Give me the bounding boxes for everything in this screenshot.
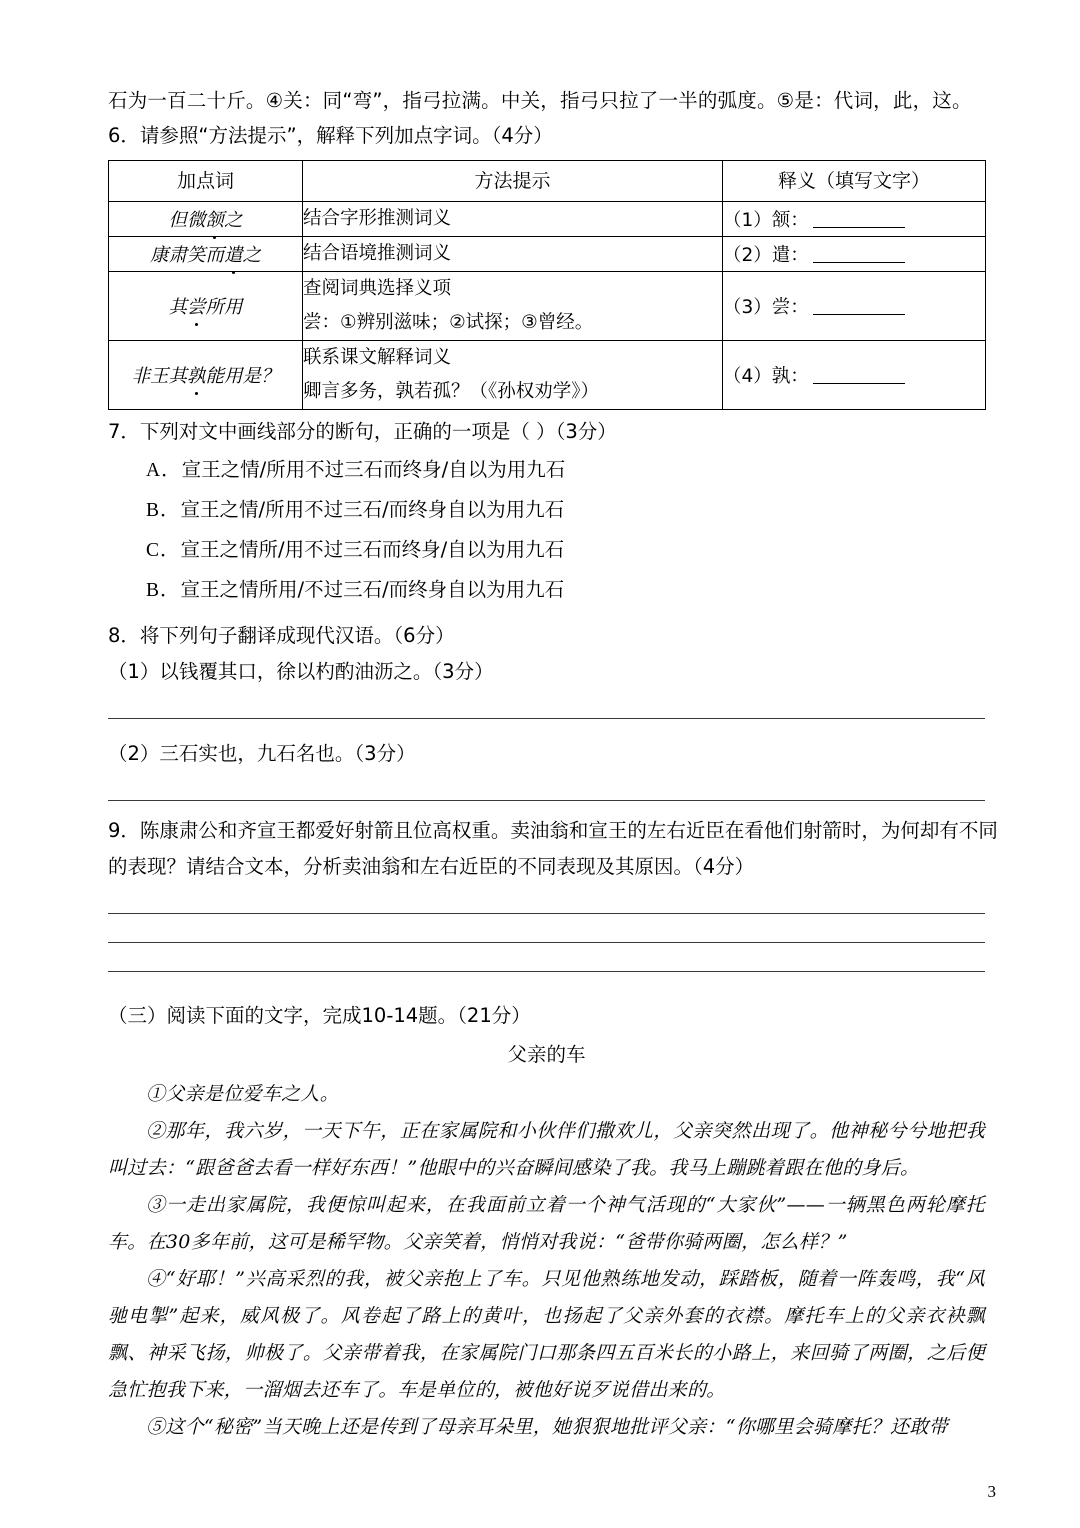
spacer — [108, 914, 985, 942]
table-row — [109, 202, 986, 237]
table-cell-word — [109, 272, 303, 341]
word-pre: 康肃笑而 — [149, 245, 224, 266]
answer-blank[interactable] — [813, 366, 905, 384]
question-8-item-1: （1）以钱覆其口，徐以杓酌油沥之。（3分） — [108, 660, 494, 683]
answer-rule[interactable] — [108, 971, 985, 972]
table-cell-word — [109, 202, 303, 237]
passage-paragraph-2: ②那年，我六岁，一天下午，正在家属院和小伙伴们撒欢儿，父亲突然出现了。他神秘兮兮地把我叫过去：“跟爸爸去看一样好东西！”他眼中的兴奋瞬间感染了我。我马上蹦跳着跟在他的身后。 — [108, 1120, 985, 1179]
word-post: 所用 — [205, 297, 243, 318]
table-cell-answer — [723, 202, 986, 237]
question-7-prompt: 7．下列对文中画线部分的断句，正确的一项是（ ）（3分） — [108, 420, 617, 443]
word-dotted-char: 遣 — [224, 241, 243, 267]
table-cell-word — [109, 341, 303, 410]
table-cell-word — [109, 237, 303, 272]
table-header-row — [109, 161, 986, 202]
table-cell-answer — [723, 272, 986, 341]
reading-section-heading: （三）阅读下面的文字，完成10-14题。（21分） — [108, 1004, 531, 1027]
table-header-meaning: 释义（填写文字） — [723, 161, 986, 202]
word-dotted-char: 颔 — [205, 206, 224, 232]
spacer — [108, 885, 985, 913]
question-9-prompt-line-1: 9．陈康肃公和齐宣王都爱好射箭且位高权重。卖油翁和宣王的左右近臣在看他们射箭时，为何却有不同 — [108, 819, 998, 842]
option-text: 宣王之情/所用不过三石/而终身自以为用九石 — [180, 498, 565, 521]
table-cell-answer — [723, 237, 986, 272]
table-cell-answer — [723, 341, 986, 410]
word-pre: 但微 — [168, 210, 206, 231]
option-label: A． — [146, 460, 182, 481]
hint-line-1: 联系课文解释词义 — [303, 347, 452, 368]
option-text: 宣王之情所用/不过三石/而终身自以为用九石 — [180, 578, 565, 601]
table-cell-hint — [303, 237, 723, 272]
word-pre: 非王其 — [131, 366, 187, 387]
hint-line-1: 结合字形推测词义 — [303, 208, 452, 229]
table-header-hint: 方法提示 — [303, 161, 723, 202]
question-7-option-a[interactable] — [108, 450, 985, 490]
passage-title: 父亲的车 — [507, 1043, 586, 1066]
answer-rule[interactable] — [108, 800, 985, 801]
answer-blank[interactable] — [813, 245, 905, 263]
question-6-prompt: 6．请参照“方法提示”，解释下列加点字词。（4分） — [108, 124, 553, 147]
note-continuation-line: 石为一百二十斤。④关：同“弯”，指弓拉满。中关，指弓只拉了一半的弧度。⑤是：代词，此，这。 — [108, 89, 972, 112]
option-label: B． — [146, 580, 181, 601]
passage-paragraph-4: ④“好耶！”兴高采烈的我，被父亲抱上了车。只见他熟练地发动，踩踏板，随着一阵轰鸣，我“风驰电掣”起来，威风极了。风卷起了路上的黄叶，也扬起了父亲外套的衣襟。摩托车上的父亲衣袂飘飘、神采飞扬，帅极了。父亲带着我，在家属院门口那条四五百米长的小路上，来回骑了两圈，之后便急忙抱我下来，一溜烟去还车了。车是单位的，被他好说歹说借出来的。 — [108, 1268, 985, 1401]
spacer — [108, 719, 985, 736]
word-post: 能用是？ — [205, 366, 280, 387]
answer-label: （2）遣： — [723, 245, 809, 266]
word-dotted-char: 尝 — [187, 293, 206, 319]
hint-line-1: 查阅词典选择义项 — [303, 278, 452, 299]
page-number: 3 — [987, 1482, 996, 1501]
answer-label: （4）孰： — [723, 366, 809, 387]
table-header-word: 加点词 — [109, 161, 303, 202]
answer-label: （1）颔： — [723, 210, 809, 231]
table-row — [109, 272, 986, 341]
question-8-item-2: （2）三石实也，九石名也。（3分） — [108, 742, 416, 765]
option-label: C． — [146, 540, 181, 561]
table-cell-hint — [303, 341, 723, 410]
passage-paragraph-3: ③一走出家属院，我便惊叫起来，在我面前立着一个神气活现的“大家伙”——一辆黑色两轮摩托车。在30多年前，这可是稀罕物。父亲笑着，悄悄对我说：“爸带你骑两圈，怎么样？” — [108, 1194, 985, 1253]
question-8-prompt: 8．将下列句子翻译成现代汉语。（6分） — [108, 624, 455, 647]
word-dotted-char: 孰 — [187, 362, 206, 388]
answer-label: （3）尝： — [723, 297, 809, 318]
question-7-option-d[interactable] — [108, 570, 985, 610]
table-row — [109, 237, 986, 272]
method-hint-table — [108, 160, 986, 410]
word-post: 之 — [242, 245, 262, 266]
question-7-option-b[interactable] — [108, 490, 985, 530]
passage-paragraph-5: ⑤这个“秘密”当天晚上还是传到了母亲耳朵里，她狠狠地批评父亲：“你哪里会骑摩托？还敢带 — [146, 1416, 949, 1438]
hint-line-2: 尝：①辨别滋味；②试探；③曾经。 — [303, 312, 594, 333]
spacer — [108, 772, 985, 800]
table-cell-hint — [303, 202, 723, 237]
hint-line-2: 卿言多务，孰若孤？（《孙权劝学》） — [303, 381, 600, 402]
option-text: 宣王之情/所用不过三石而终身/自以为用九石 — [181, 458, 566, 481]
spacer — [108, 690, 985, 718]
word-post: 之 — [224, 210, 243, 231]
option-text: 宣王之情所/用不过三石而终身/自以为用九石 — [180, 538, 565, 561]
table-cell-hint — [303, 272, 723, 341]
answer-blank[interactable] — [813, 210, 905, 228]
question-9-prompt-line-2: 的表现？请结合文本，分析卖油翁和左右近臣的不同表现及其原因。（4分） — [108, 855, 755, 878]
spacer — [108, 943, 985, 971]
passage-paragraph-1: ①父亲是位爱车之人。 — [146, 1083, 340, 1105]
word-pre: 其 — [168, 297, 187, 318]
answer-blank[interactable] — [813, 297, 905, 315]
question-7-option-c[interactable] — [108, 530, 985, 570]
table-row — [109, 341, 986, 410]
hint-line-1: 结合语境推测词义 — [303, 243, 452, 264]
option-label: B． — [146, 500, 181, 521]
